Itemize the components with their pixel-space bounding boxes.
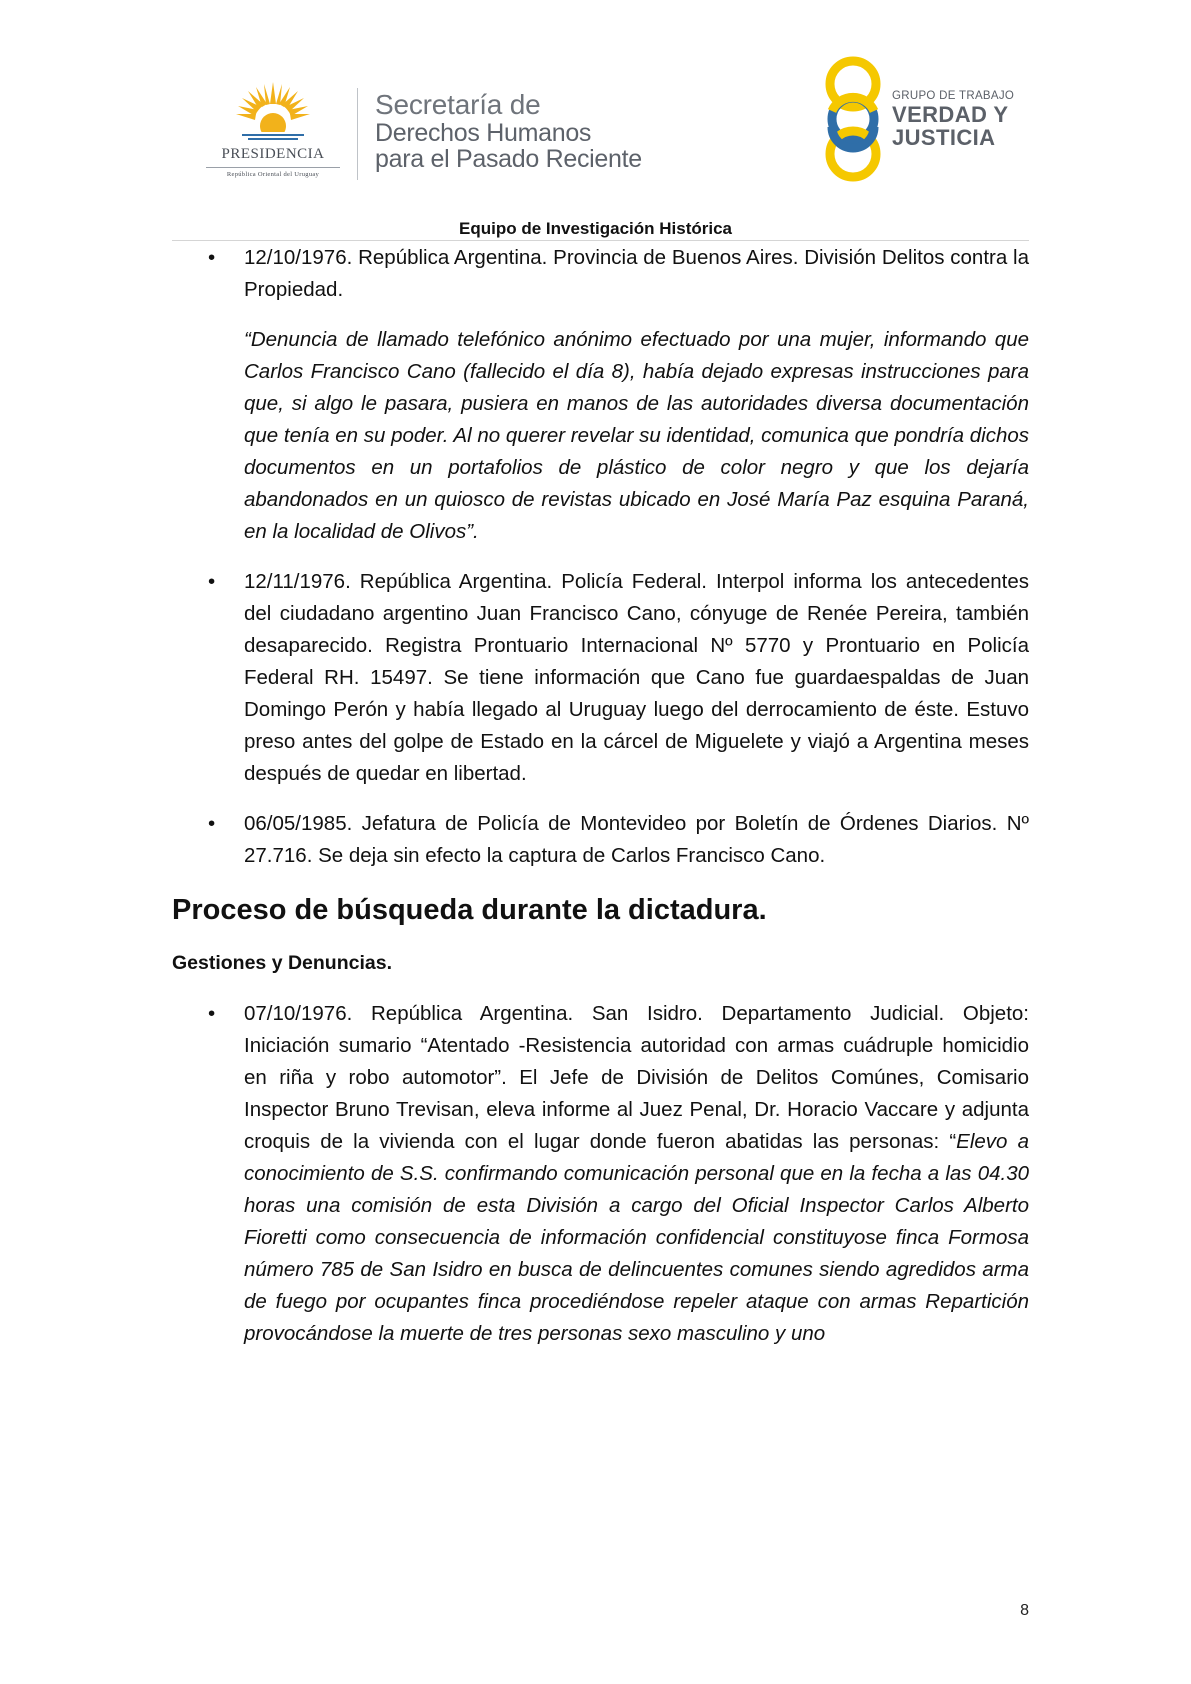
gtvj-line-2: VERDAD Y xyxy=(892,102,1009,127)
sun-icon xyxy=(236,82,310,142)
bullet: • xyxy=(208,1002,216,1025)
presidencia-subtitle: República Oriental del Uruguay xyxy=(226,171,320,178)
gtvj-line-1: GRUPO DE TRABAJO xyxy=(892,90,1015,102)
quote-paragraph xyxy=(172,324,1029,548)
item-text: 06/05/1985. Jefatura de Policía de Montevideo por Boletín de Órdenes Diarios. Nº 27.716. Se deja sin efecto la captura de Carlos Francisco Cano. xyxy=(244,812,1029,867)
subsection-title: Gestiones y Denuncias. xyxy=(172,952,392,974)
document-body xyxy=(172,242,1029,1350)
list-item xyxy=(172,998,1029,1350)
team-title: Equipo de Investigación Histórica xyxy=(459,219,732,238)
item-quote: Elevo a conocimiento de S.S. confirmando comunicación personal que en la fecha a las 04.30 horas una comisión de esta División a cargo del Oficial Inspector Carlos Alberto Fioretti como consecuencia de información confidencial constituyose finca Formosa número 785 de San Isidro en busca de delincuentes comunes siendo agredidos arma de fuego por ocupantes finca procediéndose repeler ataque con armas Repartición provocándose la muerte de tres personas sexo masculino y uno xyxy=(244,1130,1029,1345)
bullet: • xyxy=(208,246,216,269)
item-text: 12/10/1976. República Argentina. Provincia de Buenos Aires. División Delitos contra la Propiedad. xyxy=(244,246,1029,301)
rings-icon xyxy=(818,56,888,182)
presidencia-name: PRESIDENCIA xyxy=(221,146,325,162)
bullet: • xyxy=(208,570,216,593)
quote-text: “Denuncia de llamado telefónico anónimo efectuado por una mujer, informando que Carlos Francisco Cano (fallecido el día 8), había dejado expresas instrucciones para que, si algo le pasara, pusiera en manos de las autoridades diversa documentación que tenía en su poder. Al no querer revelar su identidad, comunica que pondría dichos documentos en un portafolios de plástico de color negro y que los dejaría abandonados en un quiosco de revistas ubicado en José María Paz esquina Paraná, en la localidad de Olivos”. xyxy=(244,328,1029,543)
secretaria-logo-text xyxy=(375,90,642,172)
list-item xyxy=(172,566,1029,790)
page-number: 8 xyxy=(1020,1602,1029,1619)
presidencia-logo xyxy=(198,82,348,182)
item-text: 12/11/1976. República Argentina. Policía Federal. Interpol informa los antecedentes del ciudadano argentino Juan Francisco Cano, cónyuge de Renée Pereira, también desaparecido. Registra Prontuario Internacional Nº 5770 y Prontuario en Policía Federal RH. 15497. Se tiene información que Cano fue guardaespaldas de Juan Domingo Perón y había llegado al Uruguay luego del derrocamiento de éste. Estuvo preso antes del golpe de Estado en la cárcel de Miguelete y viajó a Argentina meses después de quedar en libertad. xyxy=(244,570,1029,785)
list-item xyxy=(172,242,1029,306)
secretaria-line-1: Secretaría de xyxy=(375,89,541,120)
gtvj-line-3: JUSTICIA xyxy=(892,125,996,150)
divider xyxy=(206,167,340,168)
secretaria-line-2: Derechos Humanos xyxy=(375,119,592,147)
bullet: • xyxy=(208,812,216,835)
list-item xyxy=(172,808,1029,872)
secretaria-line-3: para el Pasado Reciente xyxy=(375,145,642,173)
verdad-justicia-text xyxy=(892,89,1014,149)
section-title: Proceso de búsqueda durante la dictadura. xyxy=(172,894,767,926)
verdad-justicia-logo xyxy=(818,56,1028,182)
header-divider xyxy=(357,88,358,180)
item-text: 07/10/1976. República Argentina. San Isidro. Departamento Judicial. Objeto: Iniciación sumario “Atentado -Resistencia autoridad con armas cuádruple homicidio en riña y robo automotor”. El Jefe de División de Delitos Comúnes, Comisario Inspector Bruno Trevisan, eleva informe al Juez Penal, Dr. Horacio Vaccare y adjunta croquis de la vivienda con el lugar donde fueron abatidas las personas: “ xyxy=(244,1002,1029,1153)
header-rule xyxy=(172,240,1029,241)
